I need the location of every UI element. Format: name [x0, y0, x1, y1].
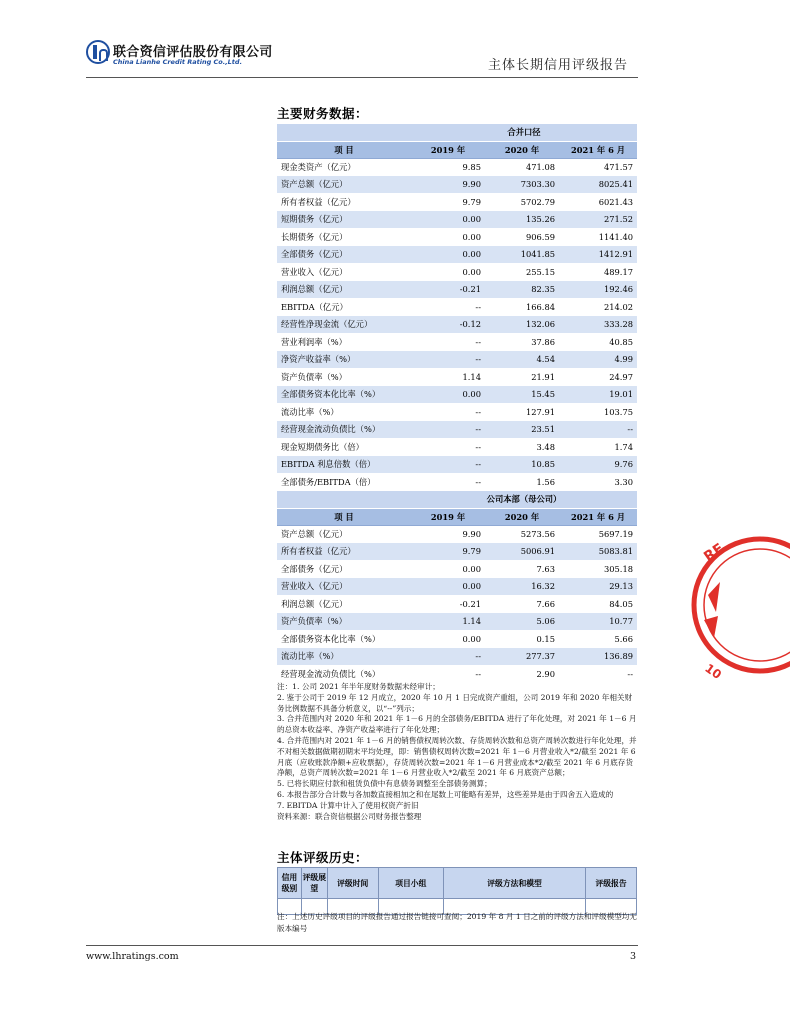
- table-row: [277, 246, 637, 264]
- row-value: --: [559, 421, 637, 439]
- table-row: [277, 473, 637, 491]
- consolidated-group-label: 合并口径: [411, 124, 637, 141]
- table-row: [277, 438, 637, 456]
- table-row: [277, 193, 637, 211]
- parent-column-header: 2021 年 6 月: [559, 508, 637, 525]
- consolidated-group-spacer: [277, 124, 411, 141]
- table-row: [277, 560, 637, 578]
- rating-history-table: [277, 867, 637, 915]
- row-value: 0.00: [411, 211, 485, 229]
- history-column-header: 项目小组: [378, 868, 443, 899]
- row-value: 1.74: [559, 438, 637, 456]
- row-label: 流动比率（%）: [277, 648, 411, 666]
- table-row: [277, 613, 637, 631]
- row-value: 5.66: [559, 630, 637, 648]
- red-seal-stamp: [690, 520, 790, 690]
- row-value: --: [411, 665, 485, 683]
- history-column-header: 评级报告: [586, 868, 637, 899]
- logo-english-name: China Lianhe Credit Rating Co.,Ltd.: [113, 58, 243, 66]
- row-label: 全部债务（亿元）: [277, 560, 411, 578]
- row-label: 经营现金流动负债比（%）: [277, 421, 411, 439]
- row-label: 净资产收益率（%）: [277, 351, 411, 369]
- row-value: --: [411, 333, 485, 351]
- row-label: 短期债务（亿元）: [277, 211, 411, 229]
- parent-column-header: 2020 年: [485, 508, 559, 525]
- row-value: 4.54: [485, 351, 559, 369]
- seal-text-top: RE: [701, 540, 727, 566]
- table-row: [277, 543, 637, 561]
- row-value: 1.56: [485, 473, 559, 491]
- row-value: --: [411, 421, 485, 439]
- row-value: 1041.85: [485, 246, 559, 264]
- company-logo-icon: [86, 40, 110, 64]
- header-divider: [86, 77, 638, 78]
- row-value: 192.46: [559, 281, 637, 299]
- row-value: 21.91: [485, 368, 559, 386]
- history-column-header: 评级时间: [327, 868, 378, 899]
- row-value: 5702.79: [485, 193, 559, 211]
- row-value: 9.85: [411, 158, 485, 176]
- row-value: 29.13: [559, 578, 637, 596]
- table-row: [277, 316, 637, 334]
- row-value: -0.12: [411, 316, 485, 334]
- row-value: 471.57: [559, 158, 637, 176]
- parent-header-row: [277, 508, 637, 525]
- row-label: 资产总额（亿元）: [277, 176, 411, 194]
- row-value: 6021.43: [559, 193, 637, 211]
- row-value: 9.79: [411, 543, 485, 561]
- table-row: [277, 211, 637, 229]
- table-row: [277, 281, 637, 299]
- row-label: 资产负债率（%）: [277, 613, 411, 631]
- row-value: 5083.81: [559, 543, 637, 561]
- row-value: -0.21: [411, 281, 485, 299]
- row-label: 资产负债率（%）: [277, 368, 411, 386]
- row-label: 营业利润率（%）: [277, 333, 411, 351]
- table-row: [277, 421, 637, 439]
- row-value: 1141.40: [559, 228, 637, 246]
- financial-data-table: [277, 124, 637, 683]
- row-value: 471.08: [485, 158, 559, 176]
- logo-chinese-name: 联合资信评估股份有限公司: [113, 45, 273, 60]
- row-value: 0.00: [411, 246, 485, 264]
- table-row: [277, 525, 637, 543]
- row-label: 长期债务（亿元）: [277, 228, 411, 246]
- row-value: 10.77: [559, 613, 637, 631]
- row-value: 135.26: [485, 211, 559, 229]
- table-row: [277, 298, 637, 316]
- parent-group-label: 公司本部（母公司）: [411, 491, 637, 509]
- row-value: 0.00: [411, 263, 485, 281]
- row-value: 7.66: [485, 595, 559, 613]
- rating-history-title: 主体评级历史：: [277, 850, 369, 865]
- table-row: [277, 578, 637, 596]
- table-row: [277, 665, 637, 683]
- row-value: 1.14: [411, 613, 485, 631]
- row-value: 24.97: [559, 368, 637, 386]
- row-value: 333.28: [559, 316, 637, 334]
- row-value: 16.32: [485, 578, 559, 596]
- row-value: 15.45: [485, 386, 559, 404]
- row-value: 5.06: [485, 613, 559, 631]
- rating-history-note: 注：上述历史评级项目的评级报告通过报告链接可查阅；2019 年 8 月 1 日之前的评级方法和评级模型均无版本编号: [277, 912, 637, 933]
- row-value: 5273.56: [485, 525, 559, 543]
- consolidated-column-header: 2019 年: [411, 141, 485, 158]
- consolidated-column-header: 2020 年: [485, 141, 559, 158]
- consolidated-group-row: [277, 124, 637, 141]
- history-column-header: 评级展望: [301, 868, 327, 899]
- row-label: 所有者权益（亿元）: [277, 193, 411, 211]
- table-row: [277, 630, 637, 648]
- row-label: 资产总额（亿元）: [277, 525, 411, 543]
- row-value: 37.86: [485, 333, 559, 351]
- row-value: 9.76: [559, 456, 637, 474]
- consolidated-column-header: 项 目: [277, 141, 411, 158]
- table-row: [277, 263, 637, 281]
- row-label: 营业收入（亿元）: [277, 578, 411, 596]
- row-value: 9.90: [411, 176, 485, 194]
- row-value: 489.17: [559, 263, 637, 281]
- table-row: [277, 228, 637, 246]
- table-row: [277, 351, 637, 369]
- row-value: 305.18: [559, 560, 637, 578]
- financial-section-title: 主要财务数据：: [277, 106, 369, 121]
- row-label: 利润总额（亿元）: [277, 281, 411, 299]
- row-value: 271.52: [559, 211, 637, 229]
- footer-website: www.lhratings.com: [86, 951, 179, 962]
- row-value: 906.59: [485, 228, 559, 246]
- row-value: 0.00: [411, 578, 485, 596]
- note-line: 6. 本报告部分合计数与各加数直接相加之和在尾数上可能略有差异，这些差异是由于四舍五入造成的: [277, 789, 614, 799]
- financial-notes: [277, 682, 639, 822]
- row-value: 9.79: [411, 193, 485, 211]
- table-row: [277, 158, 637, 176]
- row-value: 82.35: [485, 281, 559, 299]
- row-label: 全部债务资本化比率（%）: [277, 386, 411, 404]
- row-value: --: [411, 403, 485, 421]
- row-value: 2.90: [485, 665, 559, 683]
- row-label: EBITDA（亿元）: [277, 298, 411, 316]
- page-number: 3: [629, 951, 636, 962]
- consolidated-header-row: [277, 141, 637, 158]
- row-label: 经营性净现金流（亿元）: [277, 316, 411, 334]
- row-value: 0.15: [485, 630, 559, 648]
- row-value: 3.30: [559, 473, 637, 491]
- row-value: 0.00: [411, 560, 485, 578]
- row-value: 7303.30: [485, 176, 559, 194]
- parent-column-header: 项 目: [277, 508, 411, 525]
- table-row: [277, 456, 637, 474]
- row-value: 3.48: [485, 438, 559, 456]
- history-column-header: 信用级别: [278, 868, 302, 899]
- row-value: 1412.91: [559, 246, 637, 264]
- row-value: 23.51: [485, 421, 559, 439]
- parent-group-row: [277, 491, 637, 509]
- note-line: 4. 合并范围内对 2021 年 1－6 月的销售债权周转次数、存货周转次数和总资产周转次数进行年化处理，并不对相关数据做期初期末平均处理，即：销售债权周转次数=2021 年 1－6 月营业收入*2/截至 2021 年 6 月底（应收账款净额+应收票据），存货周转次数=2021 年 1－6 月营业成本*2/截至 2021 年 6 月底存货净额，总资产周转次数=2021 年 1－6 月营业收入*2/截至 2021 年 6 月底资产总额；: [277, 735, 637, 778]
- footer-divider: [86, 945, 638, 946]
- row-value: -0.21: [411, 595, 485, 613]
- row-label: 现金类资产（亿元）: [277, 158, 411, 176]
- row-label: 全部债务/EBITDA（倍）: [277, 473, 411, 491]
- row-value: 9.90: [411, 525, 485, 543]
- table-row: [277, 333, 637, 351]
- row-label: 现金短期债务比（倍）: [277, 438, 411, 456]
- table-row: [277, 176, 637, 194]
- row-value: 127.91: [485, 403, 559, 421]
- row-label: 所有者权益（亿元）: [277, 543, 411, 561]
- row-value: 0.00: [411, 386, 485, 404]
- row-value: 0.00: [411, 630, 485, 648]
- row-value: 5697.19: [559, 525, 637, 543]
- row-value: 84.05: [559, 595, 637, 613]
- row-value: --: [411, 298, 485, 316]
- row-value: 5006.91: [485, 543, 559, 561]
- row-value: 255.15: [485, 263, 559, 281]
- row-value: --: [411, 473, 485, 491]
- seal-text-bottom: 10: [702, 660, 724, 683]
- note-line: 注：1. 公司 2021 年半年度财务数据未经审计；: [277, 682, 440, 691]
- row-value: --: [411, 438, 485, 456]
- row-label: 流动比率（%）: [277, 403, 411, 421]
- history-column-header: 评级方法和模型: [443, 868, 585, 899]
- row-label: 利润总额（亿元）: [277, 595, 411, 613]
- table-row: [277, 368, 637, 386]
- note-line: 资料来源：联合资信根据公司财务报告整理: [277, 811, 422, 821]
- row-label: 全部债务资本化比率（%）: [277, 630, 411, 648]
- row-value: --: [411, 456, 485, 474]
- row-value: 214.02: [559, 298, 637, 316]
- consolidated-column-header: 2021 年 6 月: [559, 141, 637, 158]
- row-label: 经营现金流动负债比（%）: [277, 665, 411, 683]
- row-value: 103.75: [559, 403, 637, 421]
- page-header: [0, 0, 724, 80]
- row-label: 全部债务（亿元）: [277, 246, 411, 264]
- table-row: [277, 648, 637, 666]
- table-row: [277, 386, 637, 404]
- row-value: 132.06: [485, 316, 559, 334]
- row-value: 277.37: [485, 648, 559, 666]
- table-row: [277, 595, 637, 613]
- table-row: [277, 403, 637, 421]
- row-value: 0.00: [411, 228, 485, 246]
- document-title: 主体长期信用评级报告: [487, 58, 628, 73]
- row-value: --: [559, 665, 637, 683]
- row-value: 4.99: [559, 351, 637, 369]
- row-value: 166.84: [485, 298, 559, 316]
- row-value: 8025.41: [559, 176, 637, 194]
- parent-column-header: 2019 年: [411, 508, 485, 525]
- row-value: --: [411, 351, 485, 369]
- row-value: 10.85: [485, 456, 559, 474]
- row-value: 1.14: [411, 368, 485, 386]
- note-line: 3. 合并范围内对 2020 年和 2021 年 1－6 月的全部债务/EBITDA 进行了年化处理，对 2021 年 1－6 月的总资本收益率、净资产收益率进行了年化处理；: [277, 714, 637, 735]
- note-line: 5. 已将长期应付款和租赁负债中有息债务调整至全部债务测算；: [277, 779, 492, 789]
- note-line: 2. 鉴于公司于 2019 年 12 月成立，2020 年 10 月 1 日完成资产重组，公司 2019 年和 2020 年相关财务比例数据不具备分析意义，以“--”列示；: [277, 692, 633, 713]
- row-label: 营业收入（亿元）: [277, 263, 411, 281]
- parent-group-spacer: [277, 491, 411, 509]
- row-value: 7.63: [485, 560, 559, 578]
- row-value: 19.01: [559, 386, 637, 404]
- row-value: 136.89: [559, 648, 637, 666]
- row-value: --: [411, 648, 485, 666]
- row-value: 40.85: [559, 333, 637, 351]
- note-line: 7. EBITDA 计算中计入了使用权资产折旧: [277, 800, 419, 810]
- row-label: EBITDA 利息倍数（倍）: [277, 456, 411, 474]
